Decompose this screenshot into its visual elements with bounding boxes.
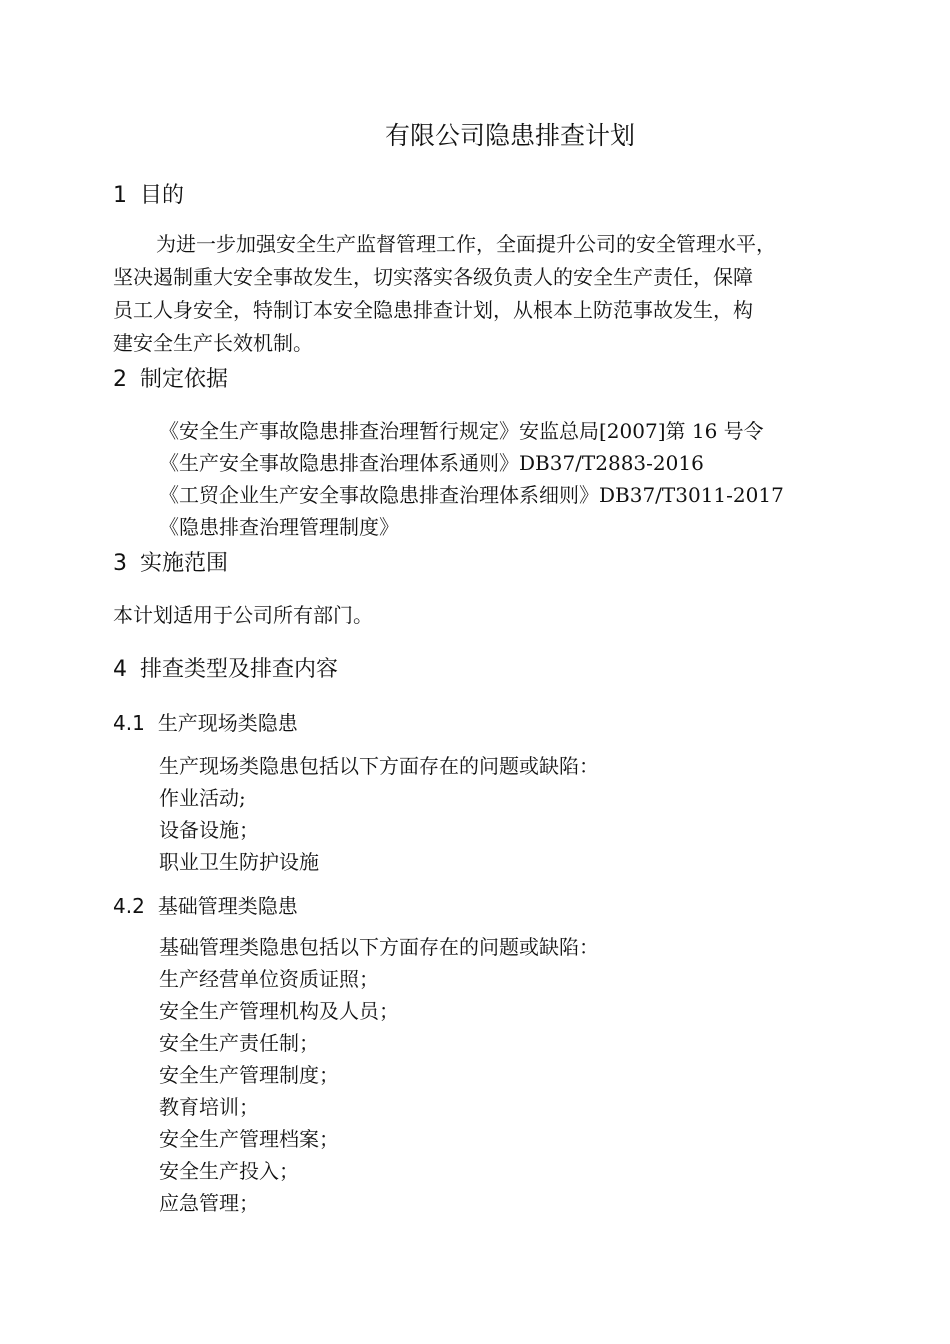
purpose-paragraph [113,228,833,360]
basis-list [159,415,784,543]
section-number: 3 [113,551,127,576]
paragraph-line: 员工人身安全，特制订本安全隐患排查计划，从根本上防范事故发生，构 [113,298,753,322]
paragraph-line: 为进一步加强安全生产监督管理工作，全面提升公司的安全管理水平， [156,232,776,256]
list-item: 作业活动; [159,786,246,810]
section-title: 制定依据 [140,367,229,392]
list-item: 安全生产管理机构及人员； [159,999,399,1023]
section-number: 4 [113,657,127,682]
list-item: 生产现场类隐患包括以下方面存在的问题或缺陷： [159,754,599,778]
list-item: 安全生产责任制； [159,1031,319,1055]
list-item: 《隐患排查治理管理制度》 [159,515,399,539]
document-title: 有限公司隐患排查计划 [384,121,635,150]
section-heading [113,364,228,396]
section-number: 2 [113,367,127,392]
list-item: 安全生产管理档案； [159,1127,339,1151]
list-item: 《生产安全事故隐患排查治理体系通则》DB37/T2883-2016 [159,451,704,475]
list-item: 《工贸企业生产安全事故隐患排查治理体系细则》DB37/T3011-2017 [159,483,784,507]
paragraph-line: 建安全生产长效机制。 [113,331,313,355]
section-heading [113,548,228,580]
section-heading [113,654,338,686]
list-item: 生产经营单位资质证照； [159,967,379,991]
paragraph-line: 坚决遏制重大安全事故发生，切实落实各级负责人的安全生产责任，保障 [113,265,753,289]
subsection-title: 生产现场类隐患 [157,711,298,735]
section-heading [113,180,184,212]
section-title: 目的 [140,183,185,208]
list-item: 《安全生产事故隐患排查治理暂行规定》安监总局[2007]第 16 号令 [159,419,764,443]
subsection-number: 4.1 [113,711,145,735]
section-title: 实施范围 [140,551,229,576]
subsection-title: 基础管理类隐患 [157,894,298,918]
subsection-number: 4.2 [113,894,145,918]
list-item: 基础管理类隐患包括以下方面存在的问题或缺陷： [159,935,599,959]
section-title: 排查类型及排查内容 [140,657,339,682]
basic-management-list [159,931,599,1219]
section-number: 1 [113,183,127,208]
list-item: 应急管理； [159,1191,259,1215]
list-item: 安全生产投入； [159,1159,299,1183]
list-item: 教育培训； [159,1095,259,1119]
production-site-list [159,750,599,878]
subsection-heading [113,708,298,738]
scope-text: 本计划适用于公司所有部门。 [113,603,373,627]
list-item: 职业卫生防护设施 [159,850,319,874]
list-item: 设备设施； [159,818,259,842]
subsection-heading [113,891,298,921]
list-item: 安全生产管理制度； [159,1063,339,1087]
